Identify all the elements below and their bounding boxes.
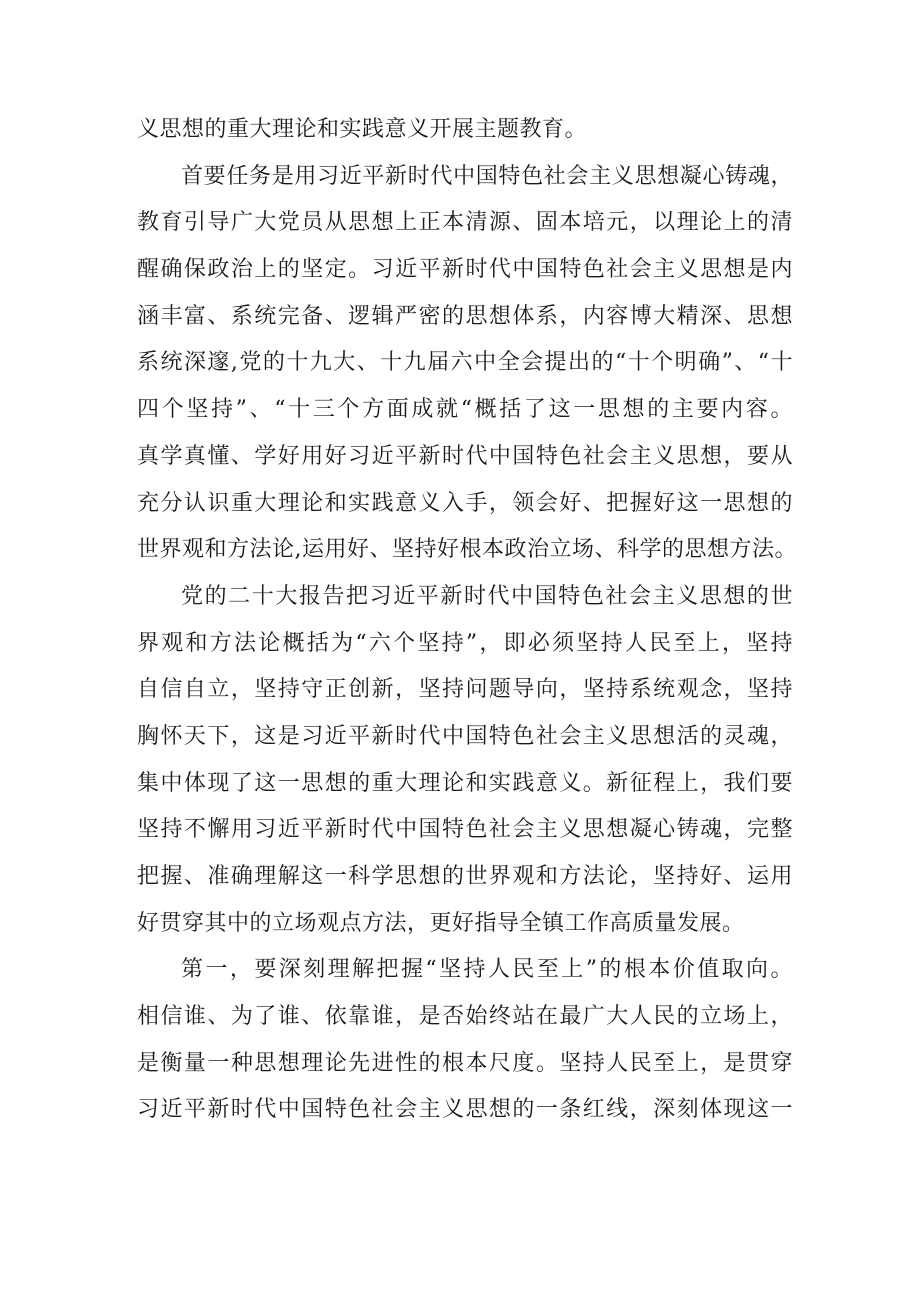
document-body [137,107,797,1134]
text-line: 是衡量一种思想理论先进性的根本尺度。坚持人民至上，是贯穿 [137,1050,793,1076]
text-line: 胸怀天下，这是习近平新时代中国特色社会主义思想活的灵魂， [137,723,793,749]
paragraph-six-principles [137,574,793,948]
text-line: 界观和方法论概括为“六个坚持”，即必须坚持人民至上，坚持 [137,630,793,656]
text-line: 坚持不懈用习近平新时代中国特色社会主义思想凝心铸魂，完整 [137,817,793,843]
text-line: 首要任务是用习近平新时代中国特色社会主义思想凝心铸魂， [181,163,793,189]
text-line: 四个坚持”、“十三个方面成就“概括了这一思想的主要内容。 [137,397,793,423]
text-line: 好贯穿其中的立场观点方法，更好指导全镇工作高质量发展。 [137,910,745,936]
text-line: 世界观和方法论,运用好、坚持好根本政治立场、科学的思想方法。 [137,537,797,563]
text-line: 集中体现了这一思想的重大理论和实践意义。新征程上，我们要 [137,770,793,796]
text-line: 党的二十大报告把习近平新时代中国特色社会主义思想的世 [181,583,793,609]
text-line: 醒确保政治上的坚定。习近平新时代中国特色社会主义思想是内 [137,257,793,283]
paragraph-primary-task [137,154,797,574]
text-line: 第一，要深刻理解把握“坚持人民至上”的根本价值取向。 [181,957,793,983]
text-line: 教育引导广大党员从思想上正本清源、固本培元，以理论上的清 [137,210,793,236]
text-line: 系统深邃,党的十九大、十九届六中全会提出的“十个明确”、“十 [137,350,793,376]
text-line: 义思想的重大理论和实践意义开展主题教育。 [137,117,588,142]
text-line: 把握、准确理解这一科学思想的世界观和方法论，坚持好、运用 [137,864,793,889]
text-line: 习近平新时代中国特色社会主义思想的一条红线，深刻体现这一 [137,1097,793,1123]
text-line: 相信谁、为了谁、依靠谁，是否始终站在最广大人民的立场上， [137,1004,793,1030]
paragraph-continuation [137,107,793,154]
text-line: 涵丰富、系统完备、逻辑严密的思想体系，内容博大精深、思想 [137,303,793,329]
text-line: 真学真懂、学好用好习近平新时代中国特色社会主义思想，要从 [137,443,793,469]
text-line: 自信自立，坚持守正创新，坚持问题导向，坚持系统观念，坚持 [137,677,793,703]
text-line: 充分认识重大理论和实践意义入手，领会好、把握好这一思想的 [137,490,793,516]
paragraph-first-point [137,947,793,1134]
